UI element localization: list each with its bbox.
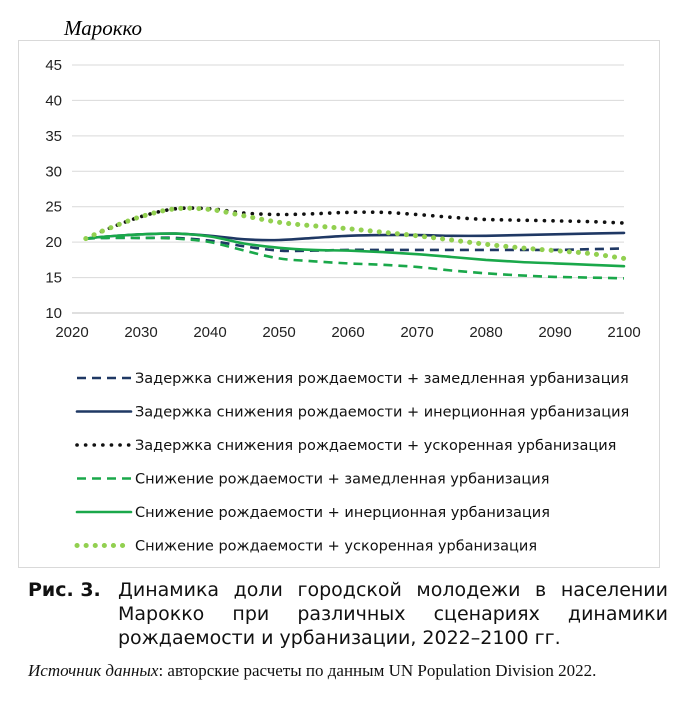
chart-area [18,40,660,568]
line-chart [19,41,661,569]
x-tick-label: 2060 [331,324,365,341]
figure-caption-text: Динамика доли городской молодежи в населении Марокко при различных сценариях динамики рождаемости и урбанизации, 2022–2100 гг. [118,579,668,649]
legend-label-4: Снижение рождаемости + замедленная урбанизация [135,471,550,488]
x-tick-label: 2050 [262,324,296,341]
legend-label-1: Задержка снижения рождаемости + замедленная урбанизация [135,371,629,387]
y-tick-label: 25 [45,198,62,216]
x-tick-label: 2030 [124,324,158,341]
y-tick-label: 30 [45,163,62,181]
y-tick-label: 40 [45,92,62,110]
x-tick-label: 2040 [193,324,227,341]
figure-number: Рис. 3. [28,579,101,601]
legend-label-5: Снижение рождаемости + инерционная урбанизация [135,505,550,521]
country-label: Марокко [64,16,143,40]
data-source-note [28,660,670,681]
source-label: Источник данных [28,661,159,680]
x-tick-label: 2070 [400,324,434,341]
x-tick-label: 2020 [55,324,89,341]
legend-label-6: Снижение рождаемости + ускоренная урбанизация [135,538,538,555]
y-tick-label: 15 [45,269,62,287]
source-text: : авторские расчеты по данным UN Population Division 2022. [158,661,597,680]
y-tick-label: 20 [45,234,62,252]
legend-label-2: Задержка снижения рождаемости + инерционная урбанизация [135,404,630,421]
series-line-4 [86,238,624,278]
y-tick-label: 35 [45,127,62,145]
legend-label-3: Задержка снижения рождаемости + ускоренная урбанизация [135,438,617,454]
y-tick-label: 45 [45,57,62,74]
x-tick-label: 2100 [607,324,641,341]
x-tick-label: 2080 [469,324,503,341]
figure-caption [28,578,668,650]
y-tick-label: 10 [45,305,62,322]
x-tick-label: 2090 [538,324,572,341]
